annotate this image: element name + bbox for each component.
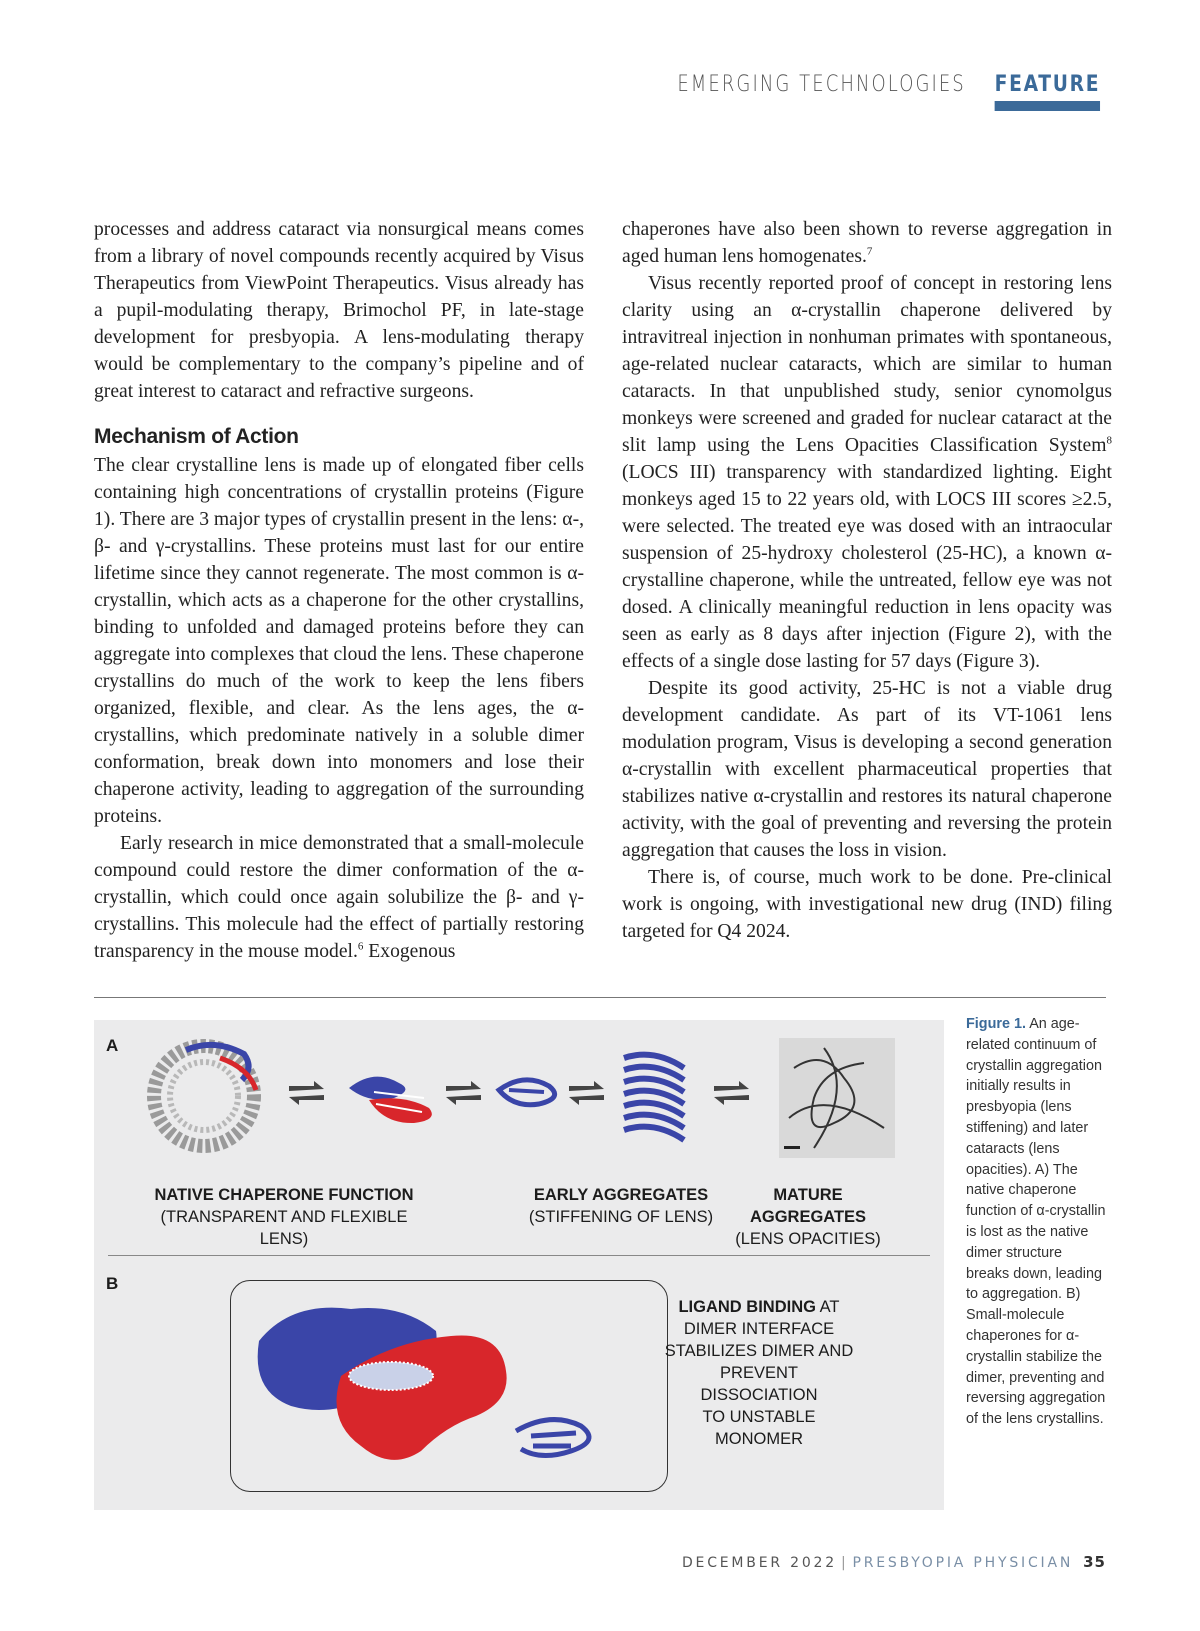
panel-b-letter: B [106, 1274, 119, 1293]
caption-title: Figure 1. [966, 1016, 1026, 1032]
mature-aggregates-label [716, 1184, 900, 1250]
dimer-graphic [349, 1077, 432, 1123]
page-number: 35 [1083, 1553, 1106, 1571]
ligand-mesh [349, 1362, 433, 1390]
equilibrium-arrow-2 [446, 1081, 481, 1105]
right-paragraph-2-text-a: Visus recently reported proof of concept in restoring lens clarity using an α-crystallin chaperone delivered by intravitreal injection in nonhuman primates with spontaneous, age-related nuclear cataracts, which are similar to human cataracts. In that unpublished study, senior cynomolgus monkeys were screened and graded for nuclear cataract at the slit lamp using the Lens Opacities Classification System [622, 273, 1112, 456]
section-heading: Mechanism of Action [94, 425, 299, 448]
reference-7: 7 [866, 245, 873, 258]
ligand-binding-title: LIGAND BINDING [678, 1298, 816, 1316]
ligand-line-4: PREVENT DISSOCIATION [700, 1364, 818, 1404]
left-column [94, 216, 584, 965]
ligand-line-2: DIMER INTERFACE [683, 1320, 835, 1338]
equilibrium-arrow-3 [569, 1081, 604, 1105]
native-function-subtitle: (TRANSPARENT AND FLEXIBLE LENS) [160, 1208, 408, 1248]
right-paragraph-3: Despite its good activity, 25-HC is not a viable drug development candidate. As part of its VT-1061 lens modulation program, Visus is developing a second generation α-crystallin with excellent pharmaceutical properties that stabilizes native α-crystallin and restores its natural chaperone activity, with the goal of preventing and reversing the protein aggregation that causes the loss in vision. [622, 678, 1112, 861]
mature-aggregates-title: MATURE AGGREGATES [749, 1186, 867, 1226]
right-column [622, 216, 1112, 945]
ligand-binding-box [230, 1280, 668, 1492]
ligand-line-5: TO UNSTABLE [702, 1408, 816, 1426]
left-paragraph-1: processes and address cataract via nonsurgical means comes from a library of novel compounds recently acquired by Visus Therapeutics from ViewPoint Therapeutics. Visus already has a pupil-modulating therapy, Brimochol PF, in late-stage development for presbyopia. A lens-modulating therapy would be complementary to the company’s pipeline and of great interest to cataract and refractive surgeons. [94, 219, 584, 402]
dimer-ligand-illustration [231, 1281, 667, 1491]
ligand-line-3: STABILIZES DIMER AND [664, 1342, 854, 1360]
equilibrium-arrow-1 [289, 1081, 324, 1105]
early-aggregate-graphic [624, 1055, 684, 1140]
page-header [614, 72, 1100, 112]
left-paragraph-2: The clear crystalline lens is made up of elongated fiber cells containing high concentrations of crystallin proteins (Figure 1). There are 3 major types of crystallin present in the lens: α-, β- and γ-crystallins. These proteins must last for our entire lifetime since they cannot regenerate. The most common is α-crystallin, which acts as a chaperone for the other crystallins, binding to unfolded and damaged proteins before they can aggregate into complexes that cloud the lens. These chaperone crystallins do much of the work to keep the lens fibers organized, flexible, and clear. As the lens ages, the α-crystallins, which predominate natively in a soluble dimer conformation, break down into monomers and lose their chaperone activity, leading to aggregation of the surrounding proteins. [94, 455, 584, 827]
left-paragraph-3 [94, 830, 584, 965]
aggregation-continuum-illustration [124, 1028, 924, 1188]
right-paragraph-1-text: chaperones have also been shown to reverse aggregation in aged human lens homogenates. [622, 219, 1112, 267]
journal-name: PRESBYOPIA PHYSICIAN [852, 1555, 1074, 1571]
panel-a-letter: A [106, 1036, 119, 1055]
native-oligomer-graphic [154, 1045, 256, 1146]
feature-label: FEATURE [994, 72, 1100, 107]
early-aggregates-label [526, 1184, 716, 1228]
issue-date: DECEMBER 2022 [681, 1555, 837, 1571]
native-function-title: NATIVE CHAPERONE FUNCTION [154, 1186, 414, 1204]
early-aggregates-subtitle: (STIFFENING OF LENS) [528, 1208, 714, 1226]
left-paragraph-3-text: Early research in mice demonstrated that a small-molecule compound could restore the dimer conformation of the α-crystallin, which could once again solubilize the β- and γ-crystallins. This molecule had the effect of partially restoring transparency in the mouse model. [94, 833, 584, 962]
right-paragraph-2 [622, 270, 1112, 675]
monomer-ribbon [516, 1420, 589, 1456]
equilibrium-arrow-4 [714, 1081, 749, 1105]
ligand-binding-at: AT [815, 1298, 840, 1316]
right-paragraph-2-text-b: (LOCS III) transparency with standardized lighting. Eight monkeys aged 15 to 22 years old, with LOCS III scores ≥2.5, were selected. The treated eye was dosed with an intraocular suspension of 25-hydroxy cholesterol (25-HC), a known α-crystalline chaperone, while the untreated, fellow eye was not dosed. A clinically meaningful reduction in lens opacity was seen as early as 8 days after injection (Figure 2), with the effects of a single dose lasting for 57 days (Figure 3). [622, 462, 1112, 672]
figure-caption [966, 1014, 1106, 1430]
left-paragraph-3-end: Exogenous [363, 941, 456, 962]
native-function-label [134, 1184, 434, 1250]
monomer-graphic [499, 1080, 555, 1105]
right-paragraph-1 [622, 216, 1112, 270]
mature-aggregates-subtitle: (LENS OPACITIES) [735, 1230, 881, 1248]
mature-aggregate-micrograph [779, 1038, 895, 1158]
caption-text: An age-related continuum of crystallin aggregation initially results in presbyopia (lens stiffening) and later cataracts (lens opacities). A) The native chaperone function of α-crystallin is lost as the native dimer structure breaks down, leading to aggregation. B) Small-molecule chaperones for α-crystallin stabilize the dimer, preventing and reversing aggregation of the lens crystallins. [966, 1016, 1106, 1428]
figure-1 [94, 1020, 944, 1510]
panel-divider [108, 1255, 930, 1256]
figure-divider-rule [94, 997, 1106, 998]
ligand-line-6: MONOMER [715, 1430, 803, 1448]
early-aggregates-title: EARLY AGGREGATES [533, 1186, 709, 1204]
right-paragraph-4: There is, of course, much work to be done. Pre-clinical work is ongoing, with investigational new drug (IND) filing targeted for Q4 2024. [622, 867, 1112, 942]
section-label: EMERGING TECHNOLOGIES [677, 72, 966, 97]
ligand-binding-label [664, 1296, 854, 1450]
reference-6: 6 [357, 940, 364, 953]
page-footer [682, 1553, 1106, 1571]
footer-separator: | [840, 1555, 849, 1571]
reference-8: 8 [1106, 434, 1112, 447]
